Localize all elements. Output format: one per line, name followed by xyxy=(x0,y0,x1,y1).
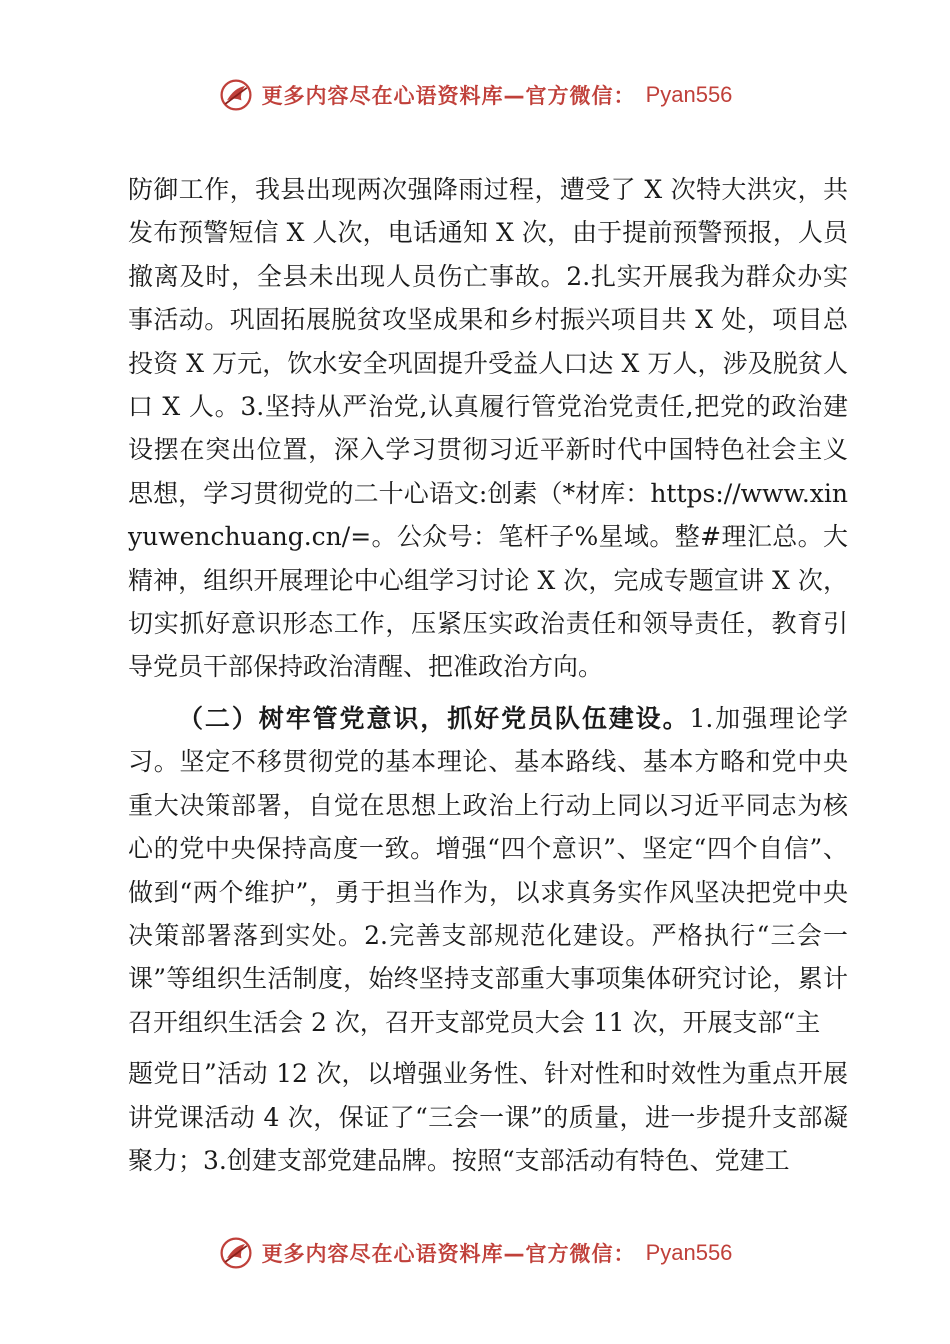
document-body xyxy=(128,168,848,1182)
footer-banner-text: 更多内容尽在心语资料库—官方微信： xyxy=(261,1242,636,1266)
logo-icon xyxy=(218,77,254,113)
paragraph-2-text: 1.加强理论学习。坚定不移贯彻党的基本理论、基本路线、基本方略和党中央重大决策部署，自觉在思想上政治上行动上同以习近平同志为核心的党中央保持高度一致。增强“四个意识”、坚定“四个自信”、做到“两个维护”，勇于担当作为，以求真务实作风坚决把党中央决策部署落到实处。2.完善支部规范化建设。严格执行“三会一课”等组织生活制度，始终坚持支部重大事项集体研究讨论，累计召开组织生活会 2 次，召开支部党员大会 11 次，开展支部“主 xyxy=(128,703,848,1037)
header-banner-text: 更多内容尽在心语资料库—官方微信： xyxy=(261,84,636,108)
footer-banner xyxy=(0,1228,950,1278)
header-wechat-id: Pyan556 xyxy=(645,82,733,107)
paragraph-2 xyxy=(128,697,848,1044)
paragraph-1: 防御工作，我县出现两次强降雨过程，遭受了 X 次特大洪灾，共发布预警短信 X 人次，电话通知 X 次，由于提前预警预报，人员撤离及时，全县未出现人员伤亡事故。2.扎实开展我为群众办实事活动。巩固拓展脱贫攻坚成果和乡村振兴项目共 X 处，项目总投资 X 万元，饮水安全巩固提升受益人口达 X 万人，涉及脱贫人口 X 人。3.坚持从严治党,认真履行管党治党责任,把党的政治建设摆在突出位置，深入学习贯彻习近平新时代中国特色社会主义思想，学习贯彻党的二十心语文:创素（*材库：https://www.xinyuwenchuang.cn/=。公众号：笔杆子%星域。整#理汇总。大精神，组织开展理论中心组学习讨论 X 次，完成专题宣讲 X 次，切实抓好意识形态工作，压紧压实政治责任和领导责任，教育引导党员干部保持政治清醒、把准政治方向。 xyxy=(128,175,848,682)
footer-wechat-id: Pyan556 xyxy=(645,1240,733,1265)
header-banner xyxy=(0,70,950,120)
paragraph-3: 题党日”活动 12 次，以增强业务性、针对性和时效性为重点开展讲党课活动 4 次，保证了“三会一课”的质量，进一步提升支部凝聚力；3.创建支部党建品牌。按照“支部活动有特色、党建工 xyxy=(128,1059,848,1175)
section-heading: （二）树牢管党意识，抓好党员队伍建设。 xyxy=(178,703,690,733)
logo-icon xyxy=(218,1235,254,1271)
